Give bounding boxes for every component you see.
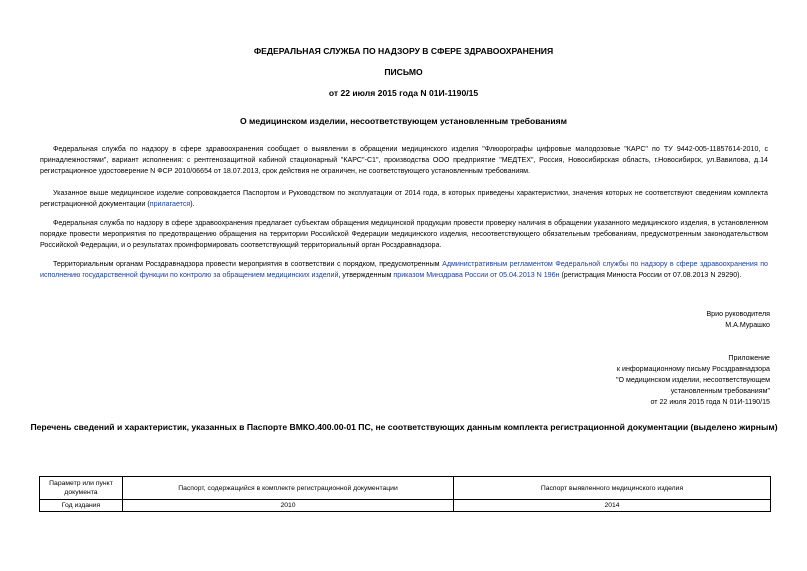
table-row <box>40 500 771 512</box>
table-header-row <box>40 477 771 500</box>
appendix-line-2: к информационному письму Росздравнадзора <box>616 365 770 373</box>
paragraph-4-text-1: Территориальным органам Росздравнадзора провести мероприятия в соответствии с порядком, предусмотренным <box>53 260 443 268</box>
paragraph-2 <box>40 188 768 210</box>
paragraph-4-text-2: , утвержденным <box>338 271 394 279</box>
table-header-cell: Параметр или пункт документа <box>40 477 123 500</box>
appendix-block <box>616 353 770 408</box>
paragraph-3 <box>40 218 768 251</box>
characteristics-table <box>39 476 771 512</box>
appendix-line-5: от 22 июля 2015 года N 01И-1190/15 <box>650 398 770 406</box>
appendix-line-3: "О медицинском изделии, несоответствующем <box>615 376 770 384</box>
table-header-cell: Паспорт выявленного медицинского изделия <box>454 477 771 500</box>
paragraph-4 <box>40 259 768 281</box>
table-cell: 2014 <box>454 500 771 512</box>
table-header-cell: Паспорт, содержащийся в комплекте регистрационной документации <box>123 477 454 500</box>
appendix-line-1: Приложение <box>728 354 770 362</box>
table-cell: 2010 <box>123 500 454 512</box>
table-cell: Год издания <box>40 500 123 512</box>
paragraph-1 <box>40 144 768 177</box>
appendix-line-4: установленным требованиям" <box>670 387 770 395</box>
paragraph-3-text: Федеральная служба по надзору в сфере здравоохранения предлагает субъектам обращения медицинской продукции провести проверку наличия в обращении указанного медицинского изделия, в установленном порядке провести мероприятия по предотвращению обращения на территории Российской Федерации медицинского изделия, несоответствующего обязательным требованиям, предусмотренным законодательством Российской Федерации, и о результатах проинформировать соответствующий территориальный орган Росздравнадзора. <box>40 219 768 249</box>
list-title: Перечень сведений и характеристик, указанных в Паспорте ВМКО.400.00-01 ПС, не соответствующих данным комплекта регистрационной документации (выделено жирным) <box>30 422 778 432</box>
paragraph-4-text-3: (регистрация Минюста России от 07.08.2013 N 29290). <box>559 271 742 279</box>
paragraph-2-text: Указанное выше медицинское изделие сопровождается Паспортом и Руководством по эксплуатации от 2014 года, в которых приведены характеристики, значения которых не соответствуют сведениям комплекта регистрационной документации ( <box>40 189 768 208</box>
regulation-link[interactable]: Административным регламентом Федеральной службы по надзору в сфере здравоохранения по исполнению государственной функции по контролю за обращением медицинских изделий <box>40 260 768 279</box>
signature-position: Врио руководителя <box>706 310 770 318</box>
signature-name: М.А.Мурашко <box>725 321 770 329</box>
agency-name: ФЕДЕРАЛЬНАЯ СЛУЖБА ПО НАДЗОРУ В СФЕРЕ ЗДРАВООХРАНЕНИЯ <box>253 46 554 56</box>
document-date-number: от 22 июля 2015 года N 01И-1190/15 <box>328 88 479 98</box>
paragraph-1-text: Федеральная служба по надзору в сфере здравоохранения сообщает о выявлении в обращении медицинского изделия "Флюорографы цифровые малодозовые "КАРС" по ТУ 9442-005-11857614-2010, с принадлежностями", вариант исполнения: с рентгенозащитной кабиной стационарный "КАРС"-С1", производства ООО предприятие "МЕДТЕХ", Россия, Новосибирская область, г.Новосибирск, ул.Вавилова, д.14 регистрационное удостоверение N ФСР 2010/06654 от 18.07.2013, срок действия не ограничен, не соответствующего установленным требованиям. <box>40 145 768 175</box>
document-subject: О медицинском изделии, несоответствующем установленным требованиям <box>239 116 568 126</box>
paragraph-2-end: ). <box>190 200 195 208</box>
signature-block <box>706 309 770 331</box>
attachment-link[interactable]: прилагается <box>149 200 191 208</box>
document-type: ПИСЬМО <box>384 67 423 77</box>
order-link[interactable]: приказом Минздрава России от 05.04.2013 N 196н <box>393 271 560 279</box>
